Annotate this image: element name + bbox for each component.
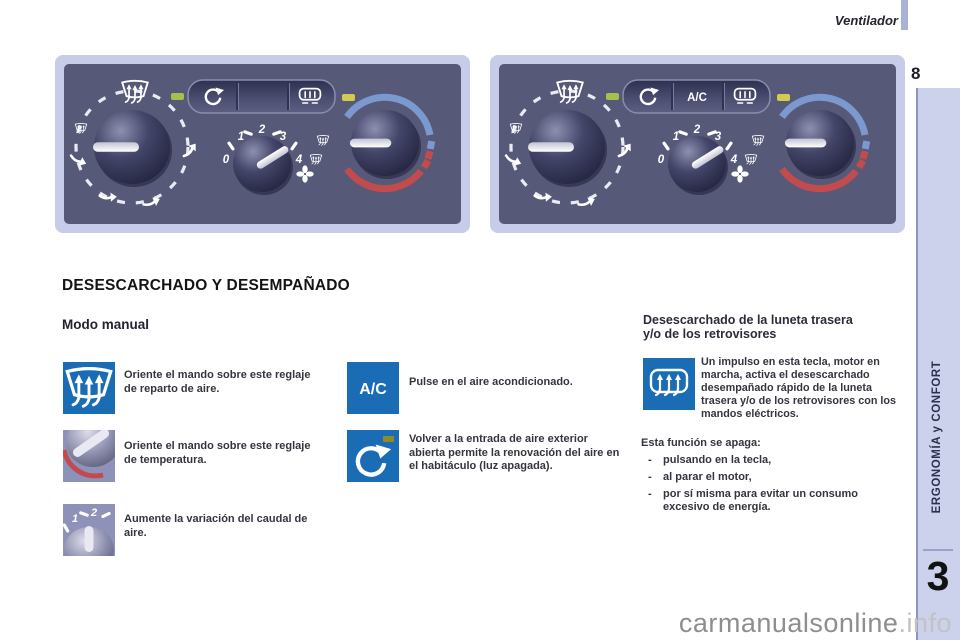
chapter-label: ERGONOMÍA y CONFORT	[931, 360, 943, 514]
distribution-instruction: Oriente el mando sobre este reglaje de reparto de aire.	[124, 369, 311, 395]
recirc-led-green	[171, 93, 184, 100]
chapter-number: 3	[926, 553, 950, 599]
off-heading: Esta función se apaga:	[641, 437, 761, 449]
svg-text:2: 2	[693, 124, 701, 136]
climate-panel-with-ac	[490, 55, 905, 233]
page-number: 8	[911, 64, 921, 83]
list-item-text: al parar el motor,	[663, 471, 752, 483]
fan-instruction: Aumente la variación del caudal de aire.	[124, 513, 308, 539]
manual-mode-heading: Modo manual	[62, 317, 149, 332]
section-title: DESESCARCHADO Y DESEMPAÑADO	[62, 277, 350, 294]
list-marker: -	[648, 488, 652, 500]
defrost-led-yellow	[777, 94, 790, 101]
svg-text:A/C: A/C	[359, 381, 387, 398]
climate-panel-without-ac	[55, 55, 470, 233]
svg-text:4: 4	[295, 154, 303, 166]
rear-defrost-heading: Desescarchado de la luneta trasera y/o de los retrovisores	[643, 313, 853, 341]
page-header-title: Ventilador	[834, 13, 898, 28]
off-list	[648, 454, 898, 518]
list-item-text: por sí misma para evitar un consumo excesivo de energía.	[663, 488, 859, 513]
watermark-suffix: .info	[898, 608, 952, 638]
ac-instruction: Pulse en el aire acondicionado.	[409, 376, 573, 388]
svg-text:1: 1	[237, 131, 245, 143]
svg-text:0: 0	[657, 154, 665, 166]
svg-text:2: 2	[90, 507, 98, 519]
svg-text:1: 1	[71, 513, 79, 525]
header-accent-bar	[901, 0, 908, 30]
climate-panel-illustration	[490, 55, 905, 233]
fan-knob-thumb	[63, 504, 115, 556]
windshield-defrost-icon	[63, 362, 115, 414]
recirculation-button-icon	[347, 430, 399, 482]
defrost-led-yellow	[342, 94, 355, 101]
list-marker: -	[648, 471, 652, 483]
temperature-instruction: Oriente el mando sobre este reglaje de temperatura.	[124, 440, 311, 466]
list-item	[648, 471, 898, 484]
svg-text:1: 1	[672, 131, 680, 143]
temperature-knob-thumb	[63, 430, 115, 482]
ac-button-icon	[347, 362, 399, 414]
climate-panel-illustration	[55, 55, 470, 233]
recirc-led-green	[606, 93, 619, 100]
button-strip	[171, 80, 355, 113]
watermark-link[interactable]	[679, 608, 952, 639]
rear-defrost-description: Un impulso en esta tecla, motor en marcha, activa el desescarchado desempañado rápido de la luneta trasera y/o de los retrovisores con los mandos eléctricos.	[701, 356, 897, 420]
watermark-main: carmanualsonline	[678, 608, 899, 638]
button-strip	[606, 80, 790, 113]
svg-text:2: 2	[258, 124, 266, 136]
svg-text:4: 4	[730, 154, 738, 166]
svg-text:3: 3	[279, 131, 287, 143]
svg-text:3: 3	[714, 131, 722, 143]
list-item	[648, 454, 898, 467]
list-item-text: pulsando en la tecla,	[663, 454, 772, 466]
rear-defrost-button-icon	[643, 358, 695, 410]
list-marker: -	[648, 454, 652, 466]
ac-button-label: A/C	[687, 92, 707, 104]
recirculation-instruction: Volver a la entrada de aire exterior abierta permite la renovación del aire en el habitáculo (luz apagada).	[409, 433, 620, 472]
svg-text:0: 0	[222, 154, 230, 166]
sidebar-divider	[923, 549, 953, 551]
list-item	[648, 488, 898, 514]
